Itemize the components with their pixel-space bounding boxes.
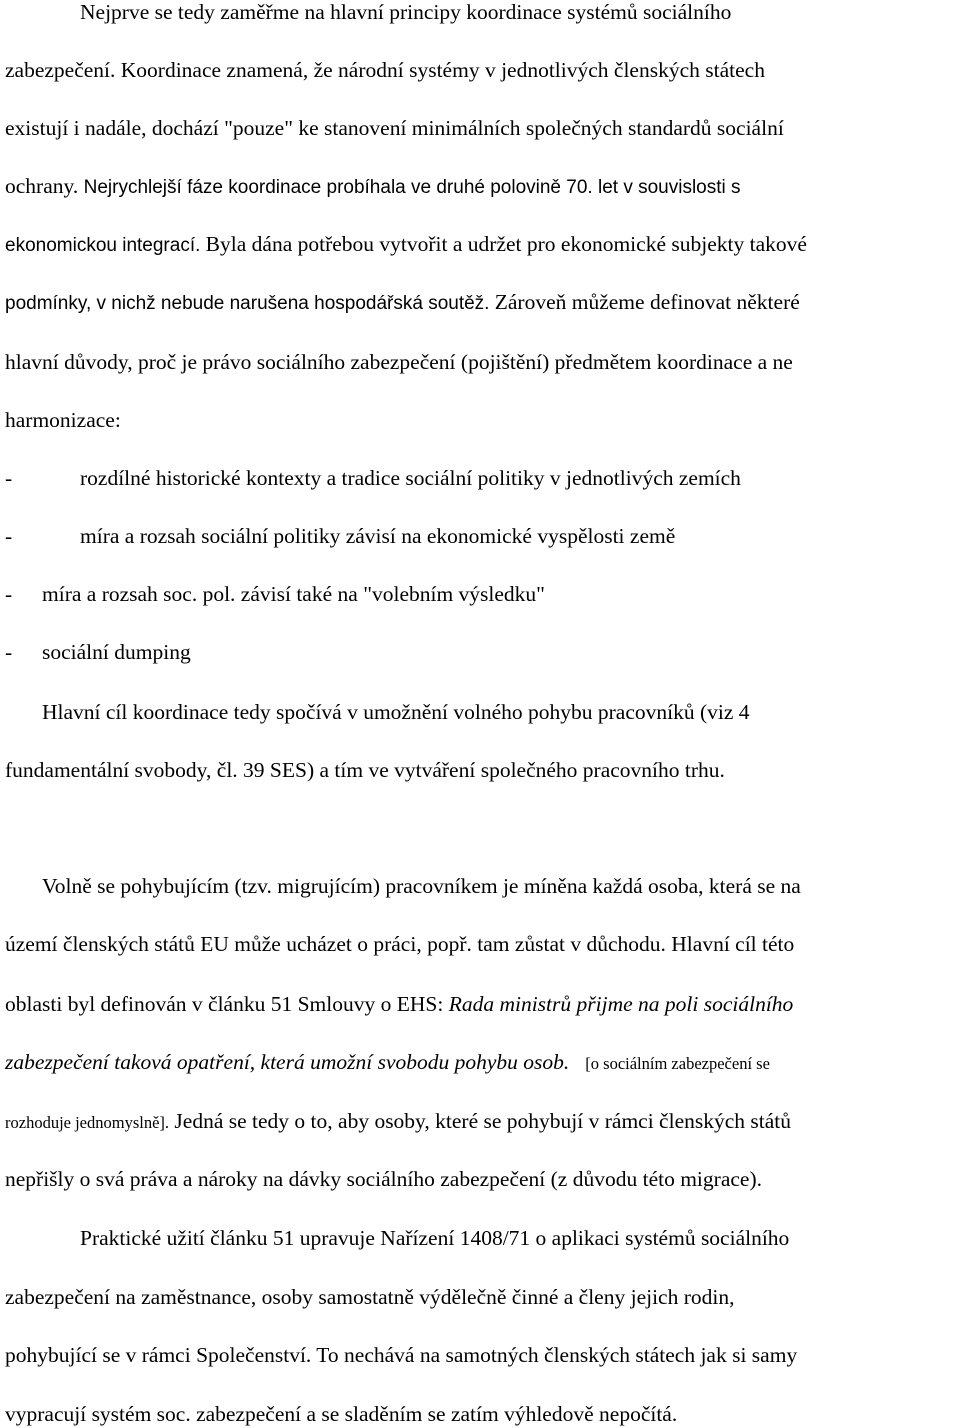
- list-dash: -: [5, 466, 13, 490]
- text-line: [5, 760, 725, 782]
- list-item-text: [42, 584, 545, 606]
- text-line: [5, 994, 793, 1016]
- text-run: rozdílné historické kontexty a tradice sociální politiky v jednotlivých zemích: [80, 466, 741, 490]
- text-run: Hlavní cíl koordinace tedy spočívá v umožnění volného pohybu pracovníků (viz 4: [42, 700, 750, 724]
- text-run: ekonomickou integrací.: [5, 235, 206, 256]
- text-run: Praktické užití článku 51 upravuje Nařízení 1408/71 o aplikaci systémů sociálního: [80, 1226, 790, 1250]
- text-line: [5, 1404, 677, 1426]
- list-item-text: [80, 468, 741, 490]
- list-item: [5, 526, 12, 548]
- list-item: [5, 468, 12, 490]
- text-run: vypracují systém soc. zabezpečení a se sladěním se zatím výhledově nepočítá.: [5, 1402, 678, 1426]
- text-run-small: rozhoduje jednomyslně].: [5, 1113, 170, 1132]
- text-line: [42, 876, 801, 898]
- list-item: [5, 584, 12, 606]
- text-run: Nejrychlejší fáze koordinace probíhala ve druhé polovině 70. let v souvislosti s: [83, 177, 741, 198]
- list-dash: -: [5, 640, 13, 664]
- text-run: ochrany.: [5, 174, 84, 198]
- text-line: [5, 234, 807, 256]
- text-run: podmínky, v nichž nebude narušena hospodářská soutěž.: [5, 293, 495, 314]
- text-line: [5, 1345, 797, 1367]
- text-run: fundamentální svobody, čl. 39 SES) a tím ve vytváření společného pracovního trhu.: [5, 758, 725, 782]
- text-line: [80, 2, 731, 24]
- list-dash: -: [5, 582, 13, 606]
- text-run: Zároveň můžeme definovat některé: [494, 290, 800, 314]
- text-run-small: [o sociálním zabezpečení se: [585, 1054, 770, 1073]
- text-line: [5, 176, 741, 198]
- text-line: [5, 1052, 770, 1074]
- text-run: míra a rozsah sociální politiky závisí na ekonomické vyspělosti země: [80, 524, 676, 548]
- text-line: [5, 1169, 762, 1191]
- text-run: sociální dumping: [42, 640, 191, 664]
- text-run: existují i nadále, dochází "pouze" ke stanovení minimálních společných standardů sociální: [5, 116, 784, 140]
- text-line: [5, 410, 121, 432]
- list-item-text: [80, 526, 675, 548]
- text-run: hlavní důvody, proč je právo sociálního zabezpečení (pojištění) předmětem koordinace a ne: [5, 350, 793, 374]
- text-run-italic: zabezpečení taková opatření, která umožní svobodu pohybu osob.: [5, 1050, 570, 1074]
- list-item-text: [42, 642, 191, 664]
- text-run: míra a rozsah soc. pol. závisí také na "volebním výsledku": [42, 582, 545, 606]
- text-run: harmonizace:: [5, 408, 121, 432]
- list-item: [5, 642, 12, 664]
- text-line: [5, 1111, 791, 1133]
- text-run: zabezpečení. Koordinace znamená, že národní systémy v jednotlivých členských státech: [5, 58, 765, 82]
- text-run: zabezpečení na zaměstnance, osoby samostatně výdělečně činné a členy jejich rodin,: [5, 1285, 735, 1309]
- text-run-italic: Rada ministrů přijme na poli sociálního: [448, 992, 794, 1016]
- text-run: Jedná se tedy o to, aby osoby, které se pohybují v rámci členských států: [169, 1109, 792, 1133]
- text-line: [42, 702, 750, 724]
- text-run: Byla dána potřebou vytvořit a udržet pro ekonomické subjekty takové: [205, 232, 807, 256]
- text-run: oblasti byl definován v článku 51 Smlouvy o EHS:: [5, 992, 449, 1016]
- text-run: území členských států EU může ucházet o práci, popř. tam zůstat v důchodu. Hlavní cíl této: [5, 932, 795, 956]
- text-line: [5, 118, 784, 140]
- text-run: nepřišly o svá práva a nároky na dávky sociálního zabezpečení (z důvodu této migrace).: [5, 1167, 762, 1191]
- text-line: [5, 934, 794, 956]
- text-line: [5, 292, 800, 314]
- text-line: [5, 352, 793, 374]
- text-run: Volně se pohybujícím (tzv. migrujícím) pracovníkem je míněna každá osoba, která se na: [42, 874, 801, 898]
- list-dash: -: [5, 524, 13, 548]
- text-line: [5, 1287, 734, 1309]
- text-run: pohybující se v rámci Společenství. To nechává na samotných členských státech jak si samy: [5, 1343, 798, 1367]
- text-line: [80, 1228, 789, 1250]
- text-run: Nejprve se tedy zaměřme na hlavní principy koordinace systémů sociálního: [80, 0, 732, 24]
- text-line: [5, 60, 765, 82]
